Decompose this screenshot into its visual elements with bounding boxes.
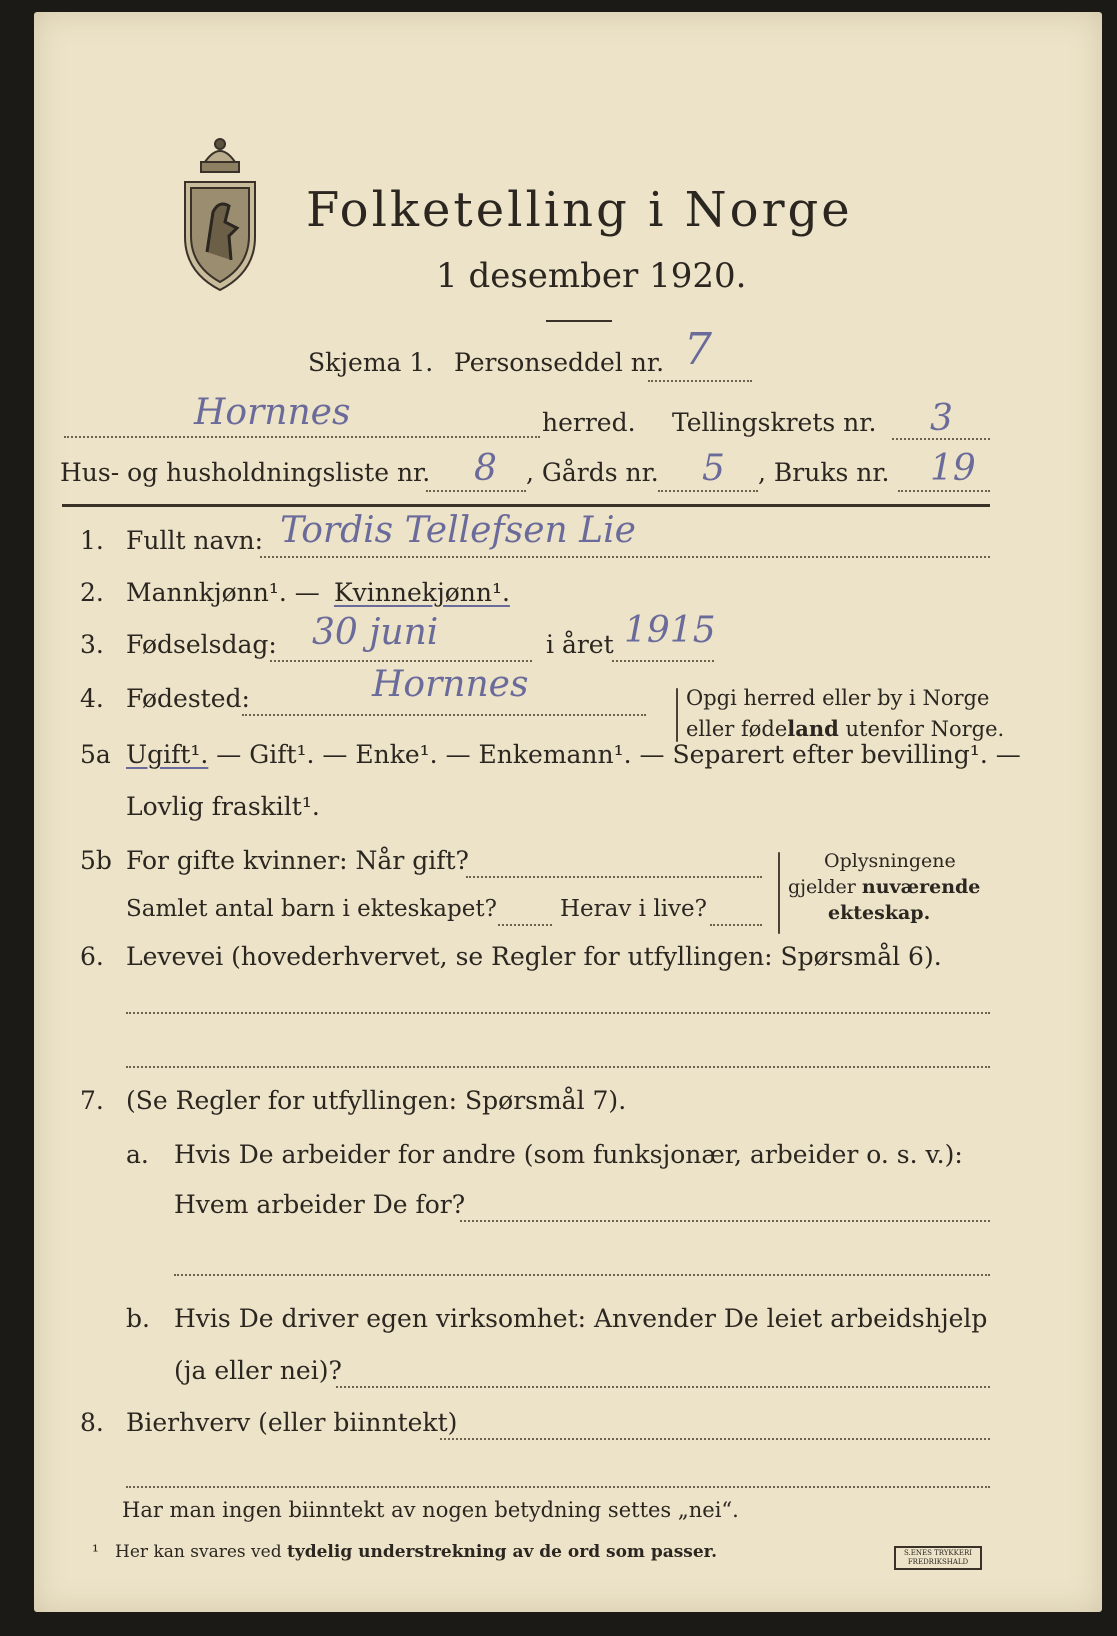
q5a-options — [126, 740, 1021, 769]
q3-label: Fødselsdag: — [126, 630, 277, 659]
liste-label: Hus- og husholdningsliste nr. — [60, 458, 431, 487]
q2-female-option[interactable]: Kvinnekjønn¹. — [334, 578, 510, 607]
tellingskrets-value[interactable]: 3 — [930, 398, 953, 439]
q5b-note-line1: Oplysningene — [824, 850, 956, 872]
q5b-number: 5b — [80, 846, 112, 875]
q1-value[interactable]: Tordis Tellefsen Lie — [280, 510, 636, 551]
q1-number: 1. — [80, 526, 104, 555]
q8-number: 8. — [80, 1408, 104, 1437]
gards-label: , Gårds nr. — [526, 458, 659, 487]
personseddel-line — [648, 380, 752, 382]
herred-label: herred. — [542, 408, 636, 437]
herred-value[interactable]: Hornnes — [194, 392, 351, 433]
footnote: ¹ Her kan svares ved tydelig understrekning av de ord som passer. — [92, 1542, 717, 1562]
q6-label: Levevei (hovederhvervet, se Regler for utfyllingen: Spørsmål 6). — [126, 942, 942, 971]
q5b-children-line[interactable] — [498, 924, 552, 926]
q3-day-line — [270, 660, 532, 662]
bruks-label: , Bruks nr. — [758, 458, 890, 487]
bruks-value[interactable]: 19 — [930, 448, 976, 489]
q5b-note-line3: ekteskap. — [828, 902, 931, 924]
title-divider — [546, 320, 612, 322]
q1-line — [260, 556, 990, 558]
q4-line — [242, 714, 646, 716]
q5b-note-line2: gjelder nuværende — [788, 876, 981, 898]
q3-year-value[interactable]: 1915 — [624, 610, 716, 651]
q5b-children-label: Samlet antal barn i ekteskapet? — [126, 896, 497, 922]
q5a-line2[interactable]: Lovlig fraskilt¹. — [126, 792, 320, 821]
q5a-other-options[interactable]: — Gift¹. — Enke¹. — Enkemann¹. — Separert efter bevilling¹. — — [208, 740, 1021, 769]
herred-line — [64, 436, 540, 438]
q6-number: 6. — [80, 942, 104, 971]
coat-of-arms-emblem — [179, 132, 261, 294]
q8-line2[interactable] — [126, 1486, 990, 1488]
q4-note-line2: eller fødeland utenfor Norge. — [686, 716, 1005, 741]
q5b-alive-line[interactable] — [710, 924, 762, 926]
q7-number: 7. — [80, 1086, 104, 1115]
gards-line — [658, 490, 758, 492]
q7b-line[interactable] — [336, 1386, 990, 1388]
q7a-line2[interactable] — [174, 1274, 990, 1276]
q3-day-value[interactable]: 30 juni — [312, 612, 439, 653]
q5a-ugift-option[interactable]: Ugift¹. — [126, 740, 209, 769]
q4-note-line1: Opgi herred eller by i Norge — [686, 686, 990, 710]
q6-line2[interactable] — [126, 1066, 990, 1068]
q3-year-label: i året — [546, 630, 614, 659]
liste-line — [426, 490, 526, 492]
q7-label: (Se Regler for utfyllingen: Spørsmål 7). — [126, 1086, 627, 1115]
form-title: Folketelling i Norge — [306, 182, 853, 238]
q7b-label: Hvis De driver egen virksomhet: Anvender De leiet arbeidshjelp — [174, 1304, 988, 1333]
q7a-label: Hvis De arbeider for andre (som funksjonær, arbeider o. s. v.): — [174, 1140, 963, 1169]
bruks-line — [898, 490, 990, 492]
q7a-sub-label: Hvem arbeider De for? — [174, 1190, 466, 1219]
q5b-label: For gifte kvinner: Når gift? — [126, 846, 469, 875]
q4-label: Fødested: — [126, 684, 250, 713]
q7b-sub-label: (ja eller nei)? — [174, 1356, 342, 1385]
q8-line1[interactable] — [440, 1438, 990, 1440]
q5b-brace — [778, 852, 780, 934]
q4-number: 4. — [80, 684, 104, 713]
personseddel-label: Personseddel nr. — [454, 348, 665, 377]
q5a-number: 5a — [80, 740, 111, 769]
q4-brace — [676, 688, 678, 742]
census-date: 1 desember 1920. — [436, 256, 747, 296]
printer-stamp: S.ENES TRYKKERI FREDRIKSHALD — [894, 1546, 982, 1570]
q1-label: Fullt navn: — [126, 526, 264, 555]
personseddel-value[interactable]: 7 — [684, 324, 712, 375]
header-rule — [62, 504, 990, 507]
gards-value[interactable]: 5 — [702, 448, 725, 489]
q8-note: Har man ingen biinntekt av nogen betydning settes „nei“. — [122, 1498, 739, 1522]
q4-value[interactable]: Hornnes — [372, 664, 529, 705]
q3-number: 3. — [80, 630, 104, 659]
q2-number: 2. — [80, 578, 104, 607]
q5b-married-line[interactable] — [466, 876, 762, 878]
census-form — [34, 12, 1102, 1612]
q5b-alive-label: Herav i live? — [560, 896, 707, 922]
q3-year-line — [612, 660, 714, 662]
q7a-line1[interactable] — [460, 1220, 990, 1222]
q6-line1[interactable] — [126, 1012, 990, 1014]
q2-male-option[interactable]: Mannkjønn¹. — — [126, 578, 320, 607]
tellingskrets-label: Tellingskrets nr. — [672, 408, 877, 437]
q7a-letter: a. — [126, 1140, 149, 1169]
q8-label: Bierhverv (eller biinntekt) — [126, 1408, 458, 1437]
q7b-letter: b. — [126, 1304, 150, 1333]
schema-label: Skjema 1. — [308, 348, 434, 377]
liste-value[interactable]: 8 — [474, 448, 497, 489]
